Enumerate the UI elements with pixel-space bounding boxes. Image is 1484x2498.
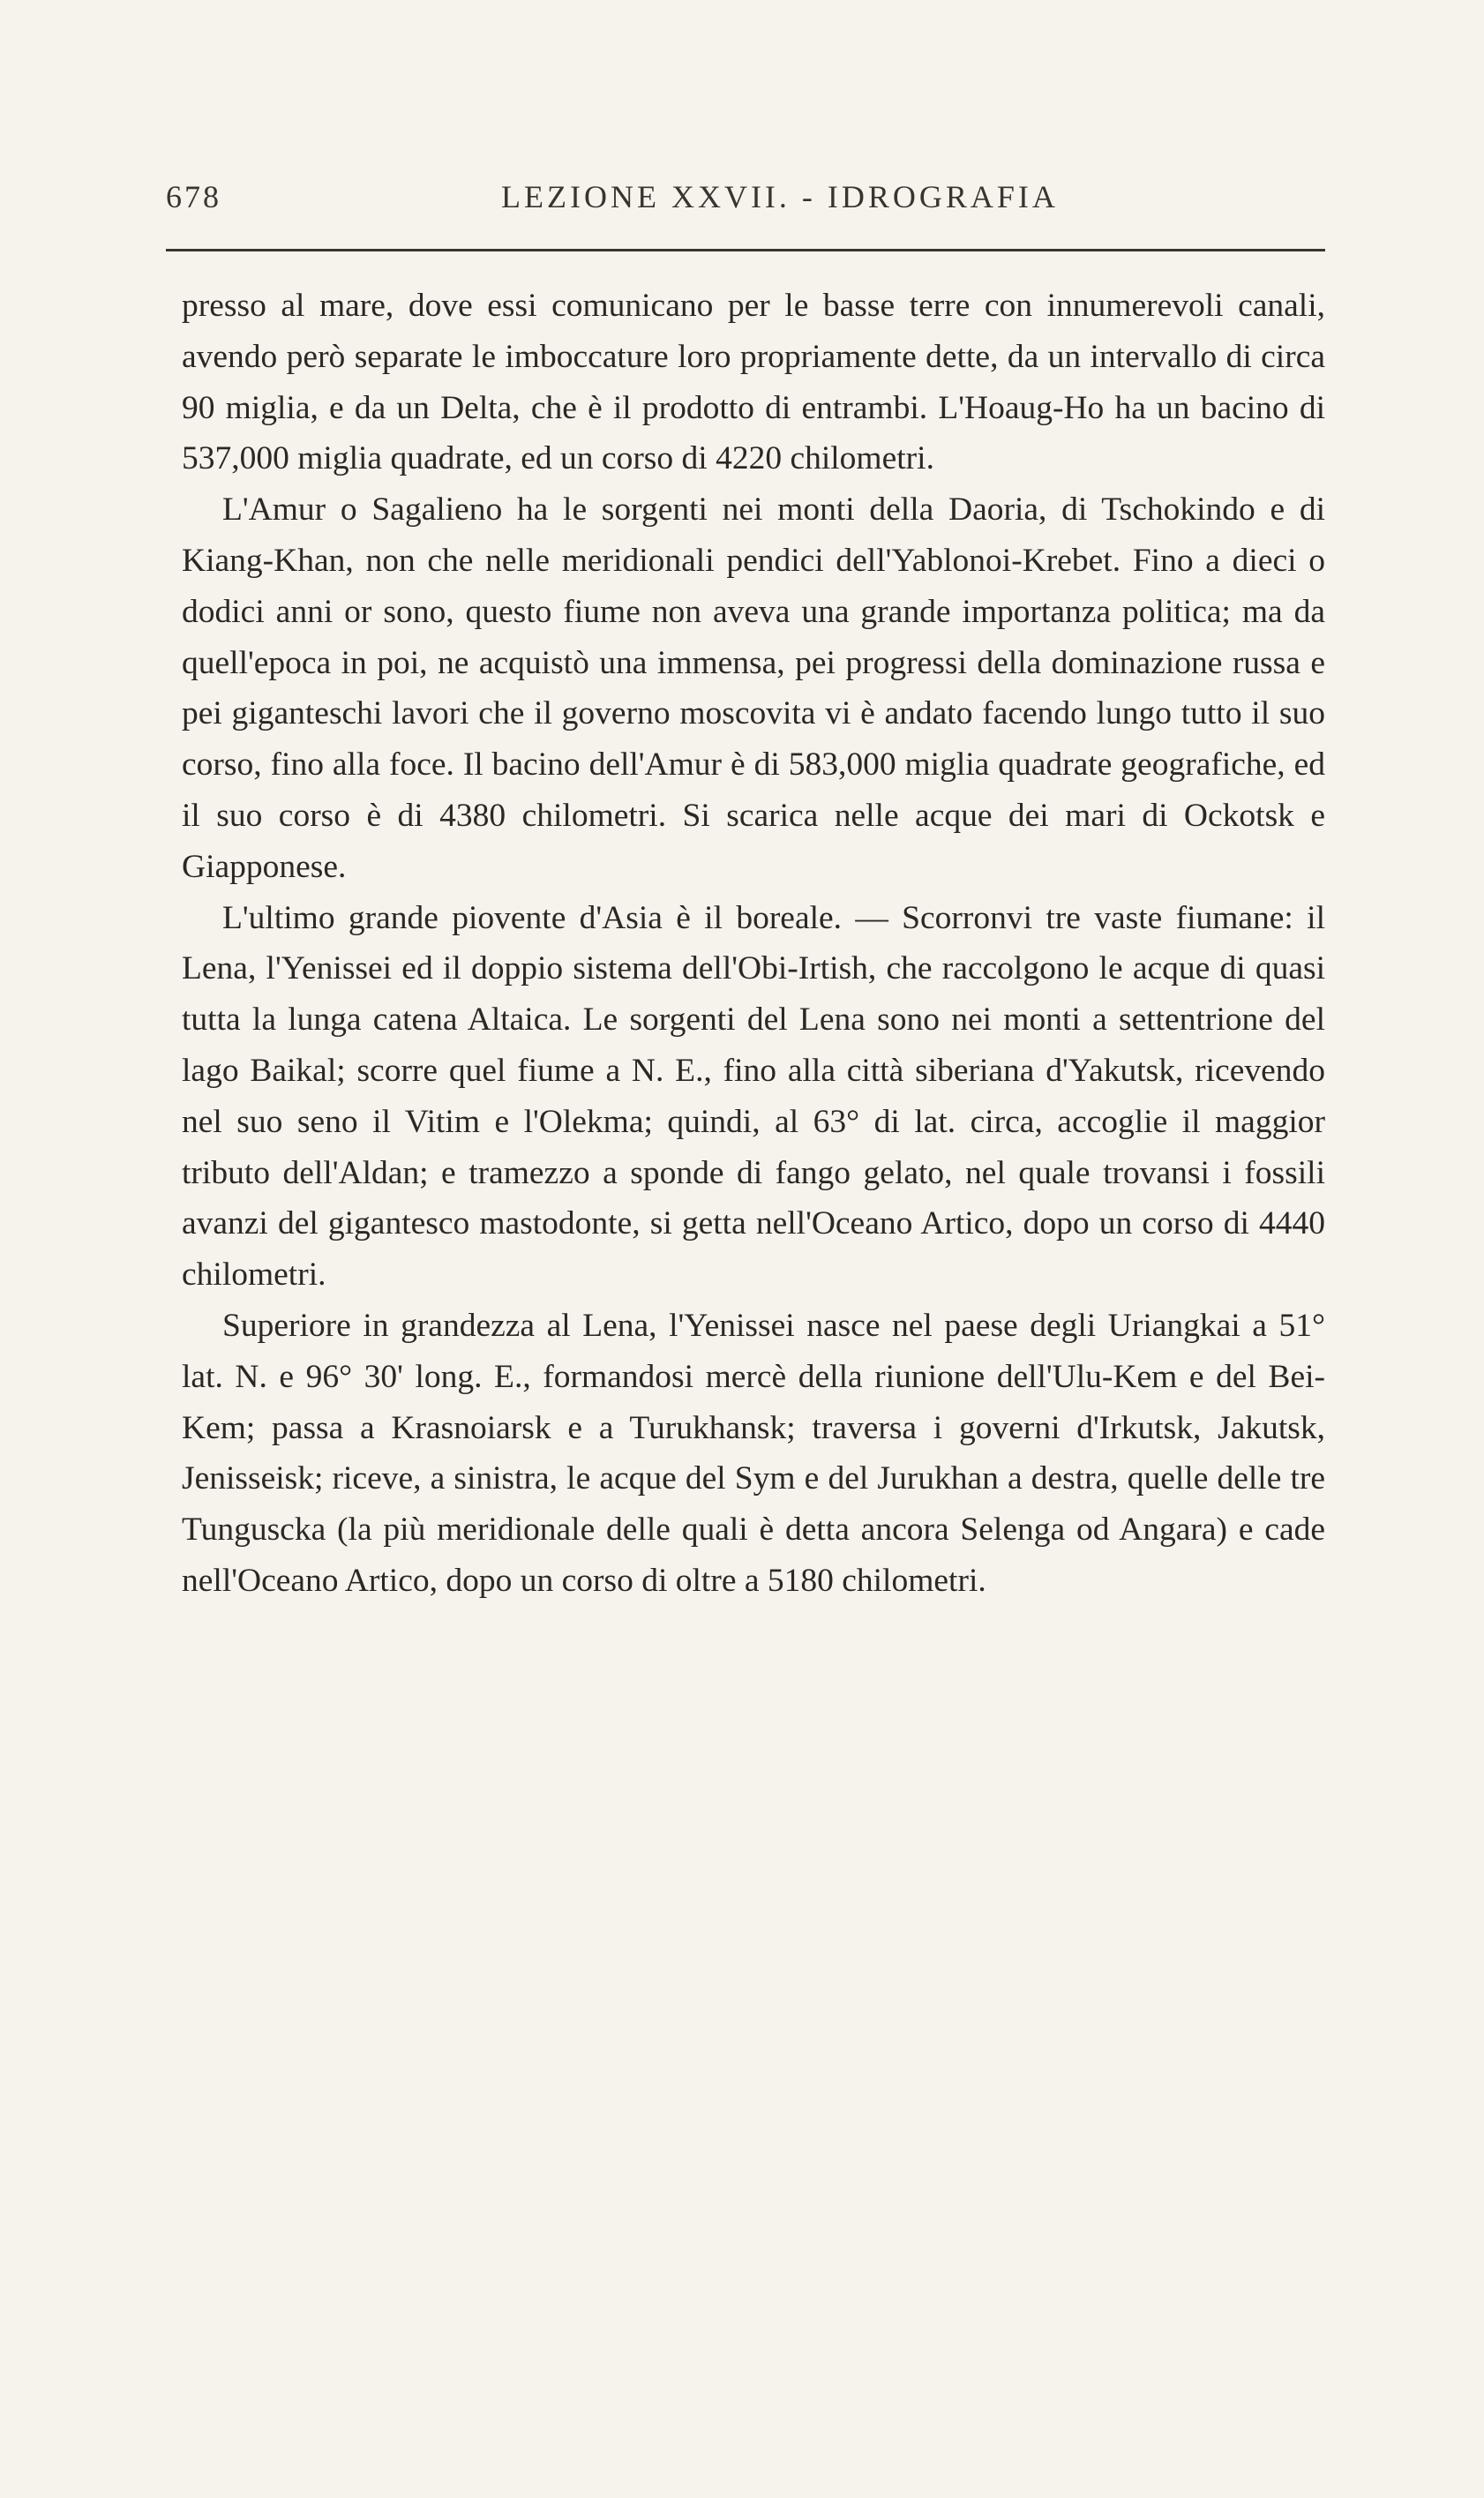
paragraph-amur: L'Amur o Sagalieno ha le sorgenti nei monti della Daoria, di Tschokindo e di Kiang-Khan, non che nelle meridionali pendici dell'Yablonoi-Krebet. Fino a dieci o dodici anni or sono, questo fiume non aveva una grande importanza politica; ma da quell'epoca in poi, ne acquistò una immensa, pei progressi della dominazione russa e pei giganteschi lavori che il governo moscovita vi è andato facendo lungo tutto il suo corso, fino alla foce. Il bacino dell'Amur è di 583,000 miglia quadrate geografiche, ed il suo corso è di 4380 chilometri. Si scarica nelle acque dei mari di Ockotsk e Giapponese. bbox=[182, 491, 1325, 885]
paragraph-yenissei: Superiore in grandezza al Lena, l'Yenissei nasce nel paese degli Uriangkai a 51° lat. N. e 96° 30' long. E., formandosi mercè della riunione dell'Ulu-Kem e del Bei-Kem; passa a Krasnoiarsk e a Turukhansk; traversa i governi d'Irkutsk, Jakutsk, Jenisseisk; riceve, a sinistra, le acque del Sym e del Jurukhan a destra, quelle delle tre Tunguscka (la più meridionale delle quali è detta ancora Selenga od Angara) e cade nell'Oceano Artico, dopo un corso di oltre a 5180 chilometri. bbox=[182, 1307, 1325, 1599]
body-text bbox=[182, 281, 1325, 1607]
running-head bbox=[166, 178, 1325, 222]
paragraph-continuation: presso al mare, dove essi comunicano per le basse terre con innumerevoli canali, avendo però separate le imboccature loro propriamente dette, da un intervallo di circa 90 miglia, e da un Delta, che è il prodotto di entrambi. L'Hoaug-Ho ha un bacino di 537,000 miglia quadrate, ed un corso di 4220 chilometri. bbox=[182, 288, 1325, 477]
header-rule bbox=[166, 249, 1325, 251]
paragraph-boreal-slope: L'ultimo grande piovente d'Asia è il boreale. — Scorronvi tre vaste fiumane: il Lena, l'Yenissei ed il doppio sistema dell'Obi-Irtish, che raccolgono le acque di quasi tutta la lunga catena Altaica. Le sorgenti del Lena sono nei monti a settentrione del lago Baikal; scorre quel fiume a N. E., fino alla città siberiana d'Yakutsk, ricevendo nel suo seno il Vitim e l'Olekma; quindi, al 63° di lat. circa, accoglie il maggior tributo dell'Aldan; e tramezzo a sponde di fango gelato, nel quale trovansi i fossili avanzi del gigantesco mastodonte, si getta nell'Oceano Artico, dopo un corso di 4440 chilometri. bbox=[182, 899, 1325, 1294]
running-head-title: LEZIONE XXVII. - IDROGRAFIA bbox=[501, 179, 1059, 214]
page-number: 678 bbox=[166, 179, 221, 214]
